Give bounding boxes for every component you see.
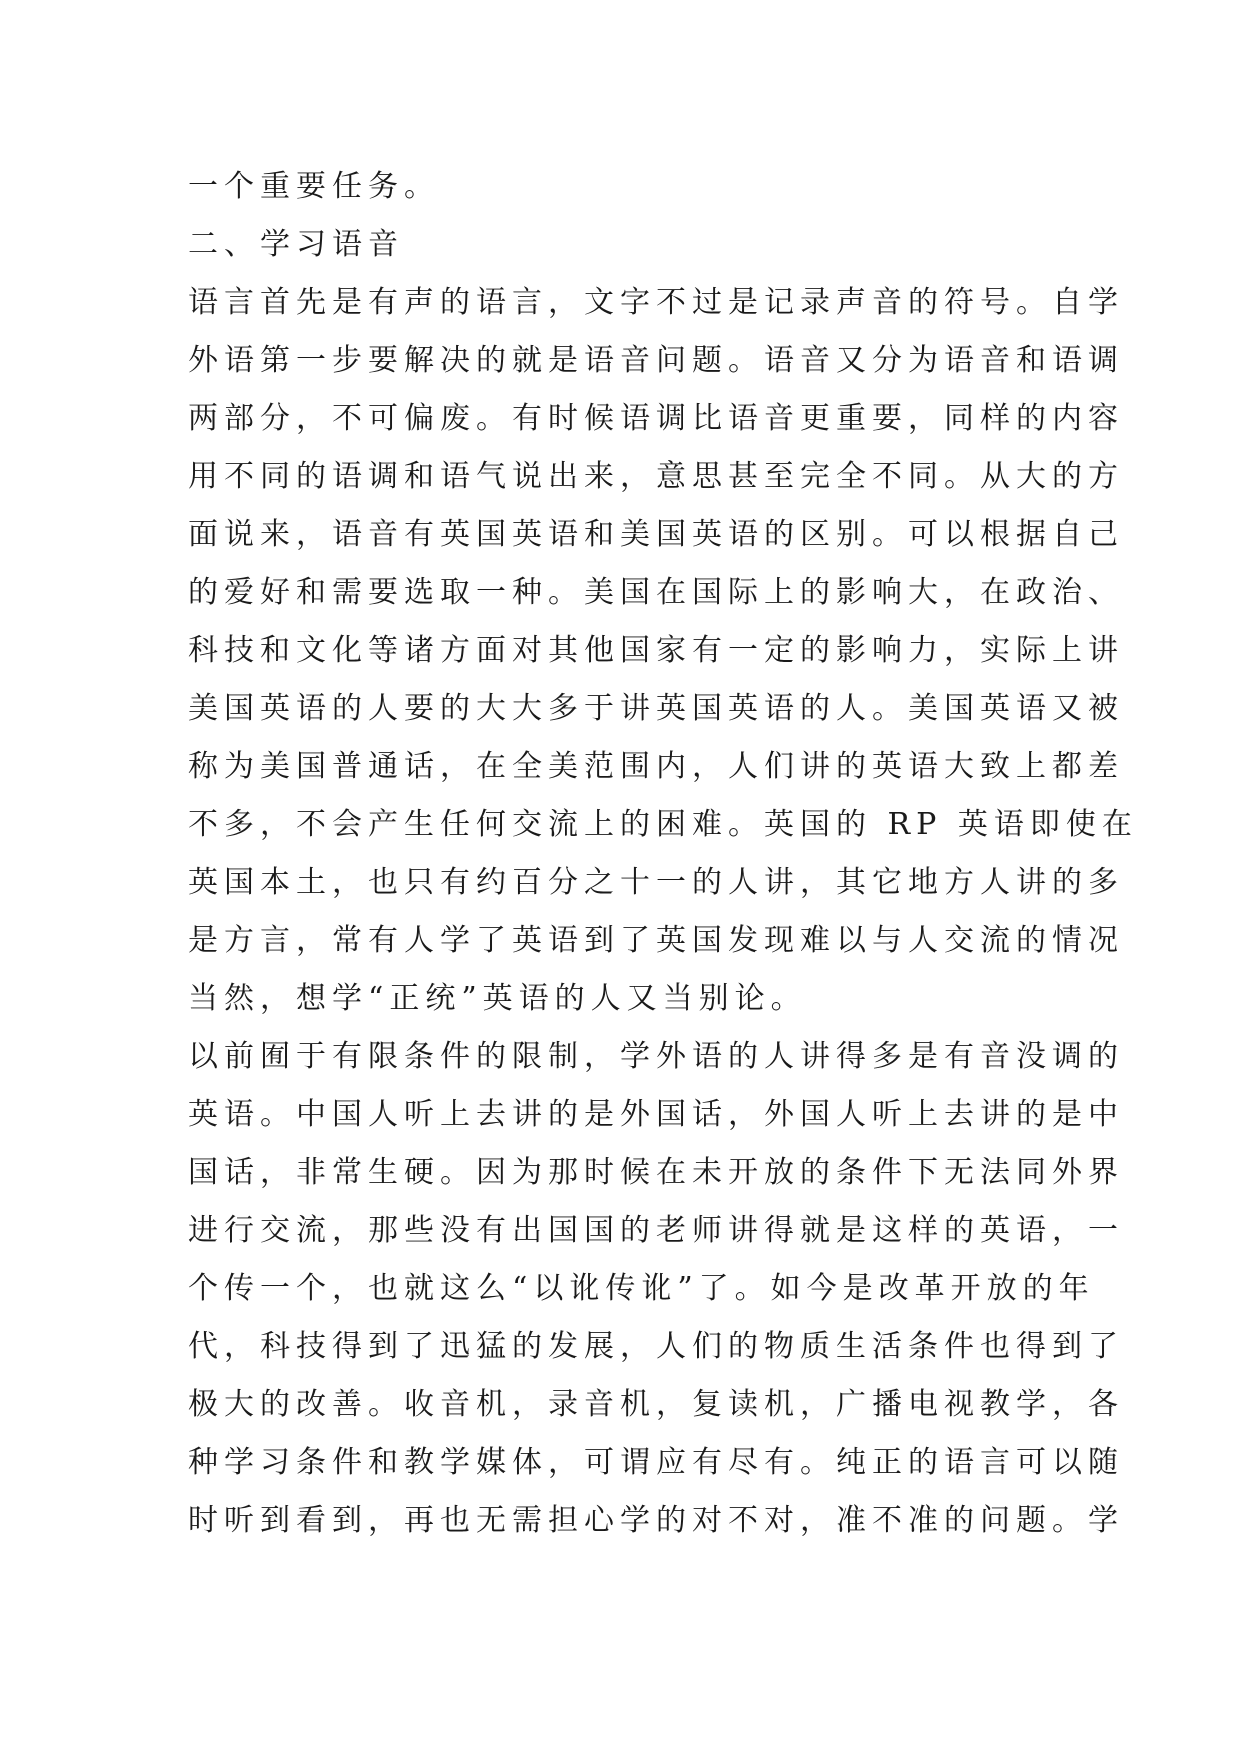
body-text <box>188 158 1138 1550</box>
text-line: 极大的改善。收音机，录音机，复读机，广播电视教学，各 <box>188 1387 1124 1422</box>
text-line: 是方言，常有人学了英语到了英国发现难以与人交流的情况 <box>188 923 1124 958</box>
text-line: 用不同的语调和语气说出来，意思甚至完全不同。从大的方 <box>188 459 1124 494</box>
text-line: 语言首先是有声的语言，文字不过是记录声音的符号。自学 <box>188 285 1124 320</box>
text-line: 外语第一步要解决的就是语音问题。语音又分为语音和语调 <box>188 343 1124 378</box>
text-line: 当然，想学“正统”英语的人又当别论。 <box>188 981 807 1016</box>
text-line: 科技和文化等诸方面对其他国家有一定的影响力，实际上讲 <box>188 633 1124 668</box>
text-line: 面说来，语音有英国英语和美国英语的区别。可以根据自己 <box>188 517 1124 552</box>
text-line: 英国本土，也只有约百分之十一的人讲，其它地方人讲的多 <box>188 865 1124 900</box>
text-line: 国话，非常生硬。因为那时候在未开放的条件下无法同外界 <box>188 1155 1124 1190</box>
text-line: 英语。中国人听上去讲的是外国话，外国人听上去讲的是中 <box>188 1097 1124 1132</box>
text-line: 进行交流，那些没有出国国的老师讲得就是这样的英语，一 <box>188 1213 1124 1248</box>
text-line: 一个重要任务。 <box>188 169 440 204</box>
section-heading: 二、学习语音 <box>188 227 404 262</box>
text-line: 种学习条件和教学媒体，可谓应有尽有。纯正的语言可以随 <box>188 1445 1124 1480</box>
text-line: 的爱好和需要选取一种。美国在国际上的影响大，在政治、 <box>188 575 1124 610</box>
text-line: 时听到看到，再也无需担心学的对不对，准不准的问题。学 <box>188 1503 1124 1538</box>
text-line: 称为美国普通话，在全美范围内，人们讲的英语大致上都差 <box>188 749 1124 784</box>
text-line: 个传一个，也就这么“以讹传讹”了。如今是改革开放的年 <box>188 1271 1095 1306</box>
text-line: 以前囿于有限条件的限制，学外语的人讲得多是有音没调的 <box>188 1039 1124 1074</box>
text-line: 两部分，不可偏废。有时候语调比语音更重要，同样的内容 <box>188 401 1124 436</box>
text-line: 美国英语的人要的大大多于讲英国英语的人。美国英语又被 <box>188 691 1124 726</box>
text-line: 不多，不会产生任何交流上的困难。英国的 RP 英语即使在 <box>188 807 1138 842</box>
text-line: 代，科技得到了迅猛的发展，人们的物质生活条件也得到了 <box>188 1329 1124 1364</box>
